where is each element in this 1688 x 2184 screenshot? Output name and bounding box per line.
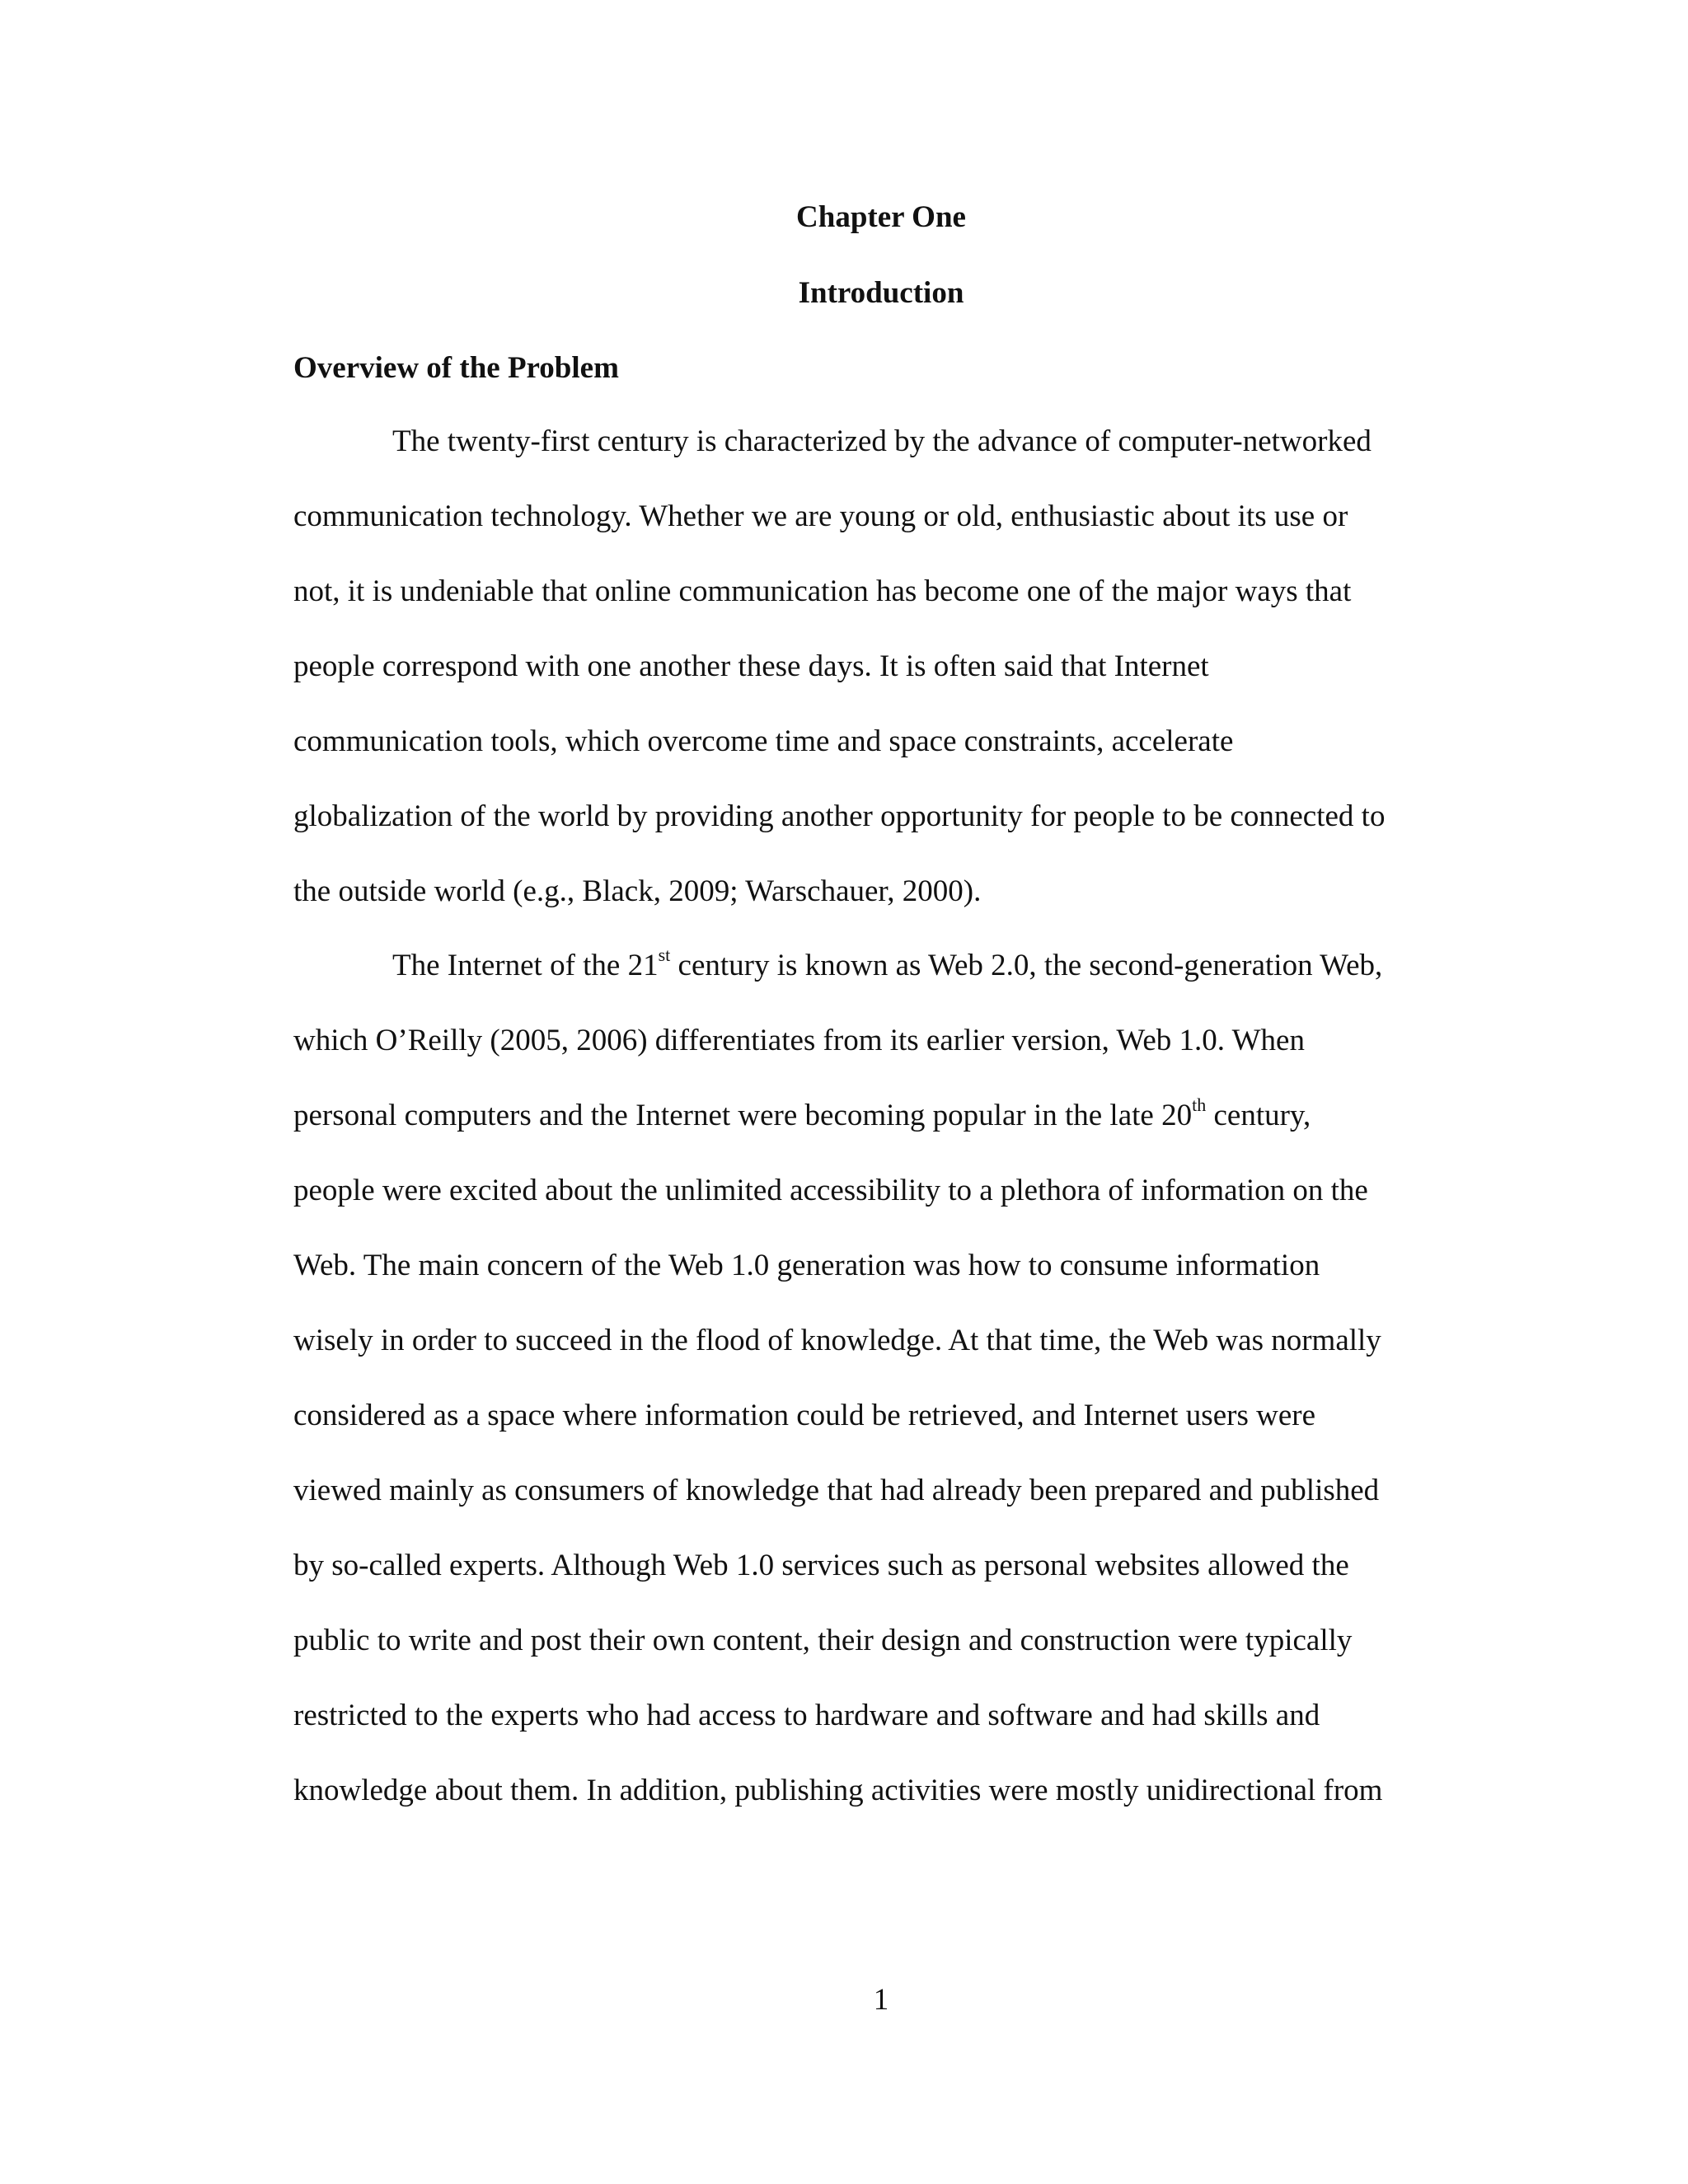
paragraph-line: people were excited about the unlimited accessibility to a plethora of information on the — [293, 1174, 1368, 1207]
line-text: The Internet of the 21 — [392, 949, 659, 982]
paragraph-line: people correspond with one another these days. It is often said that Internet — [293, 649, 1209, 683]
paragraph-2 — [293, 928, 1464, 1828]
subheading-overview: Overview of the Problem — [293, 351, 619, 385]
paragraph-line: knowledge about them. In addition, publishing activities were mostly unidirectional from — [293, 1774, 1383, 1807]
paragraph-line: globalization of the world by providing another opportunity for people to be connected to — [293, 799, 1386, 833]
paragraph-line: not, it is undeniable that online communication has become one of the major ways that — [293, 574, 1352, 608]
chapter-title: Chapter One — [796, 200, 966, 234]
paragraph-line — [293, 928, 1464, 1003]
paragraph-line: wisely in order to succeed in the flood of knowledge. At that time, the Web was normally — [293, 1324, 1381, 1357]
paragraph-line: restricted to the experts who had access to hardware and software and had skills and — [293, 1699, 1320, 1732]
page-number: 1 — [873, 1983, 889, 2017]
paragraph-1 — [293, 404, 1464, 929]
paragraph-line: which O’Reilly (2005, 2006) differentiates from its earlier version, Web 1.0. When — [293, 1024, 1305, 1057]
ordinal-superscript: st — [658, 944, 671, 965]
paragraph-line: The twenty-first century is characterized by the advance of computer-networked — [392, 424, 1372, 458]
paragraph-line: the outside world (e.g., Black, 2009; Warschauer, 2000). — [293, 874, 982, 908]
paragraph-line — [293, 1078, 1464, 1153]
paragraph-line: communication technology. Whether we are young or old, enthusiastic about its use or — [293, 499, 1348, 533]
line-text: personal computers and the Internet were becoming popular in the late 20 — [293, 1099, 1193, 1132]
paragraph-line: communication tools, which overcome time and space constraints, accelerate — [293, 724, 1234, 758]
line-text: century, — [1206, 1099, 1311, 1132]
paragraph-line: public to write and post their own content, their design and construction were typically — [293, 1624, 1353, 1657]
paragraph-line: by so-called experts. Although Web 1.0 services such as personal websites allowed the — [293, 1549, 1349, 1582]
ordinal-superscript: th — [1192, 1094, 1207, 1115]
paragraph-line: considered as a space where information could be retrieved, and Internet users were — [293, 1399, 1315, 1432]
line-text: century is known as Web 2.0, the second-generation Web, — [670, 949, 1383, 982]
section-title: Introduction — [798, 276, 964, 310]
paragraph-line: Web. The main concern of the Web 1.0 generation was how to consume information — [293, 1249, 1320, 1282]
paragraph-line: viewed mainly as consumers of knowledge that had already been prepared and published — [293, 1474, 1380, 1507]
